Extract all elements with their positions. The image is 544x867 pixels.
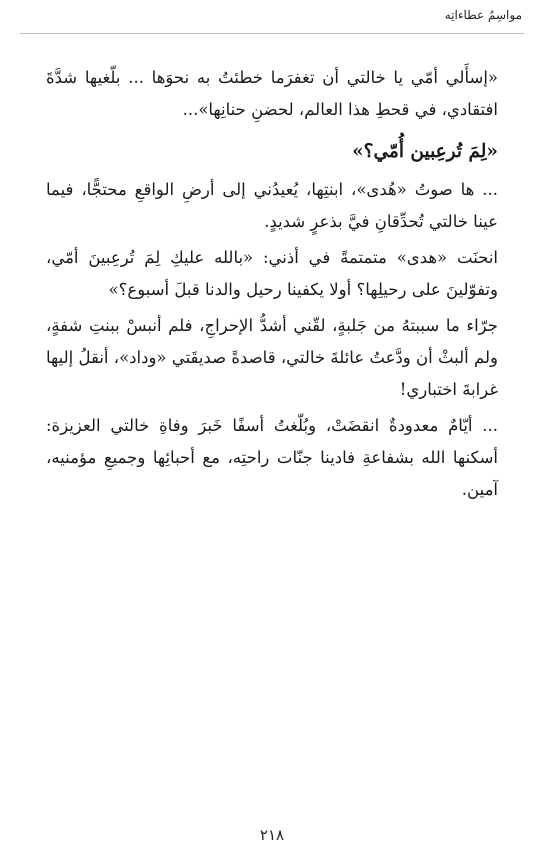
paragraph: انحنَت «هدى» متمتمةً في أذني: «بالله عليكِ لِمَ تُرعِبينَ أمّي، وتفوّلينَ على رحيلِها؟ أولا يكفينا رحيل والدنا قبلَ أسبوع؟» — [46, 248, 498, 299]
body-text — [46, 62, 498, 510]
paragraph: ... ها صوتُ «هُدى»، ابنتِها، يُعيدُني إلى أرضِ الواقعِ محتجًّا، فيما عينا خالتي تُحدِّقانِ فيَّ بذعرٍ شديدٍ. — [46, 180, 498, 231]
paragraph: جرّاء ما سببتهُ من جَلبةٍ، لقّني أشدُّ الإحراجِ، فلم أنبسْ ببنتِ شفةٍ، ولم ألبثْ أن ودَّعتُ عائلةَ خالتي، قاصدةً صديقَتي «وداد»، أنقلُ إليها غرابةَ اختباري! — [46, 316, 498, 399]
running-header: مواسِمُ عطاءاتِه — [444, 8, 522, 22]
header-divider — [20, 33, 524, 34]
paragraph: ... أيّامٌ معدودةٌ انقضَتْ، وبُلّغتُ أسفًا خَبرَ وفاةِ خالتي العزيزة: أسكنها الله بشفاعةِ فادينا جنّات راحتِه، مع أحبائِها وجميعِ مؤمنيه، آمين. — [46, 416, 498, 499]
paragraph: «إسأَلي أمّي يا خالتي أن تغفرَما خطئتُ به نحوَها ... بلّغيها شدَّةَ افتقادي، في قحطِ هذا العالم، لحضنِ حنانِها»... — [46, 68, 498, 119]
page-number: ٢١٨ — [259, 826, 285, 844]
quoted-heading: «لِمَ تُرعِبين أُمّي؟» — [352, 141, 498, 162]
